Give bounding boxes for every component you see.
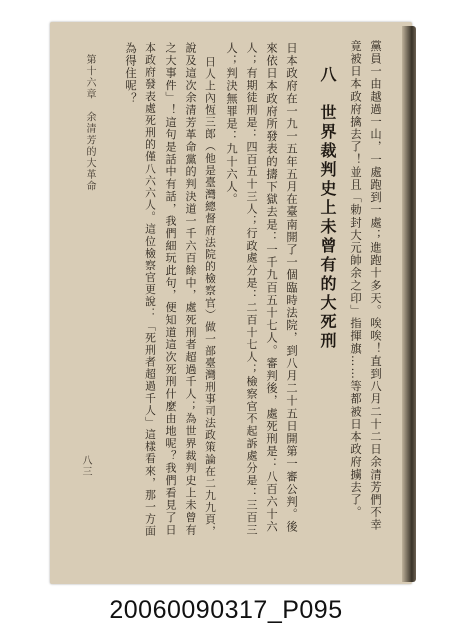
text-column: 說及這次余清芳革命黨的判決道一千六百餘中，處死刑者超過千人；為世界裁判史上未曾有 — [184, 42, 197, 536]
book-spine — [402, 26, 416, 582]
text-column: 本政府發表處死刑的僅八六六人。這位檢察官更說：「死刑者超過千人」這樣看來，那一方面 — [144, 42, 157, 538]
text-column: 人；有期徒刑是：四百五十三人；行政處分是：二百十七人；檢察官不起訴處分是：三百三 — [245, 42, 258, 536]
section-heading: 八 世界裁判史上未曾有的大死刑 — [318, 66, 337, 351]
text-column: 黨員一由越過一山，一處跑到一處；進跑十多天。唉唉！直到八月二十二日余清芳們不幸 — [369, 40, 382, 532]
running-head: 第十六章 余清芳的大革命 — [84, 54, 95, 192]
text-column: 為得住呢？ — [124, 42, 137, 105]
text-column: 日本政府在一九一五年五月在臺南開了一個臨時法院，到八月二十五日開第一審公判。後 — [285, 42, 298, 534]
text-column: 日人上內恆三郎（他是臺灣總督府法院的檢察官）做一部臺灣刑事司法政策論在二九九頁， — [204, 56, 217, 538]
text-column: 之大事件」！這句是話中有話，我們細玩此句，便知道這次死刑什麼由地呢？我們看見了日 — [164, 42, 177, 536]
text-column: 竟被日本政府擒去了！並且「勅封大元帥余之印」指揮旗……等都被日本政府擄去了。 — [349, 40, 362, 519]
text-column: 人；判決無罪是：九十六人。 — [225, 42, 238, 206]
page-number: 八三 — [80, 455, 91, 477]
image-caption: 20060090317_P095 — [109, 596, 343, 624]
text-column: 來依日本政府所發表的擣下獄去是：一千九百五十七人。審判後，處死刑是：八百六十六 — [265, 42, 278, 534]
